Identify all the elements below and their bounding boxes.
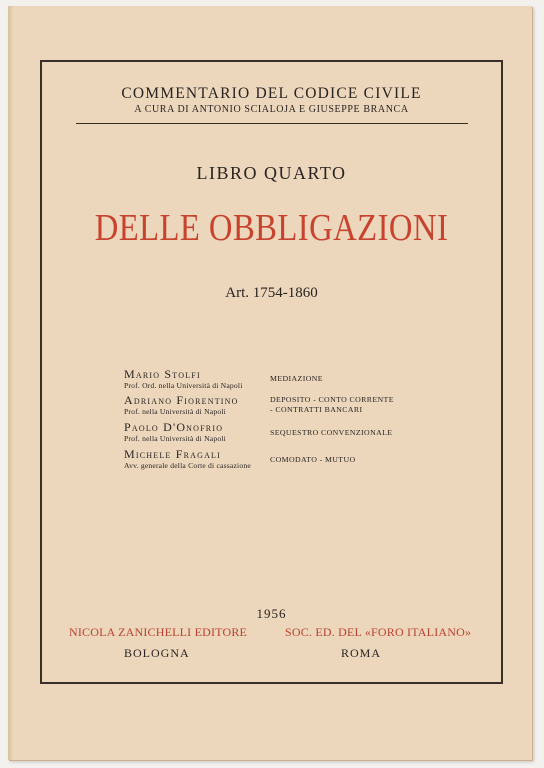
editors-line: A CURA DI ANTONIO SCIALOJA E GIUSEPPE BRANCA — [134, 104, 409, 115]
publication-year: 1956 — [256, 606, 287, 621]
header-rule — [76, 123, 468, 124]
contribution-topic: COMODATO - MUTUO — [270, 455, 356, 464]
author-affiliation: Prof. Ord. nella Università di Napoli — [124, 381, 243, 390]
author-name: Michele Fragali — [124, 447, 221, 461]
book-label: LIBRO QUARTO — [196, 163, 347, 183]
publisher-city: ROMA — [341, 646, 382, 660]
main-title: DELLE OBBLIGAZIONI — [94, 207, 449, 249]
series-title: COMMENTARIO DEL CODICE CIVILE — [121, 85, 422, 102]
author-affiliation: Prof. nella Università di Napoli — [124, 407, 226, 416]
contribution-topic: DEPOSITO - CONTO CORRENTE — [270, 395, 394, 404]
publisher-name: SOC. ED. DEL «FORO ITALIANO» — [285, 625, 472, 639]
author-name: Mario Stolfi — [124, 367, 201, 381]
author-name: Adriano Fiorentino — [124, 393, 239, 407]
author-name: Paolo D'Onofrio — [124, 420, 224, 434]
articles-range: Art. 1754-1860 — [225, 285, 318, 301]
author-affiliation: Avv. generale della Corte di cassazione — [124, 461, 251, 470]
publisher-name: NICOLA ZANICHELLI EDITORE — [69, 625, 248, 639]
contribution-topic: SEQUESTRO CONVENZIONALE — [270, 428, 393, 437]
author-affiliation: Prof. nella Università di Napoli — [124, 434, 226, 443]
contribution-topic: - CONTRATTI BANCARI — [270, 405, 363, 414]
publisher-city: BOLOGNA — [124, 646, 190, 660]
cover-border-frame — [40, 60, 503, 684]
contribution-topic: MEDIAZIONE — [270, 374, 323, 383]
cover-edge — [8, 6, 14, 760]
